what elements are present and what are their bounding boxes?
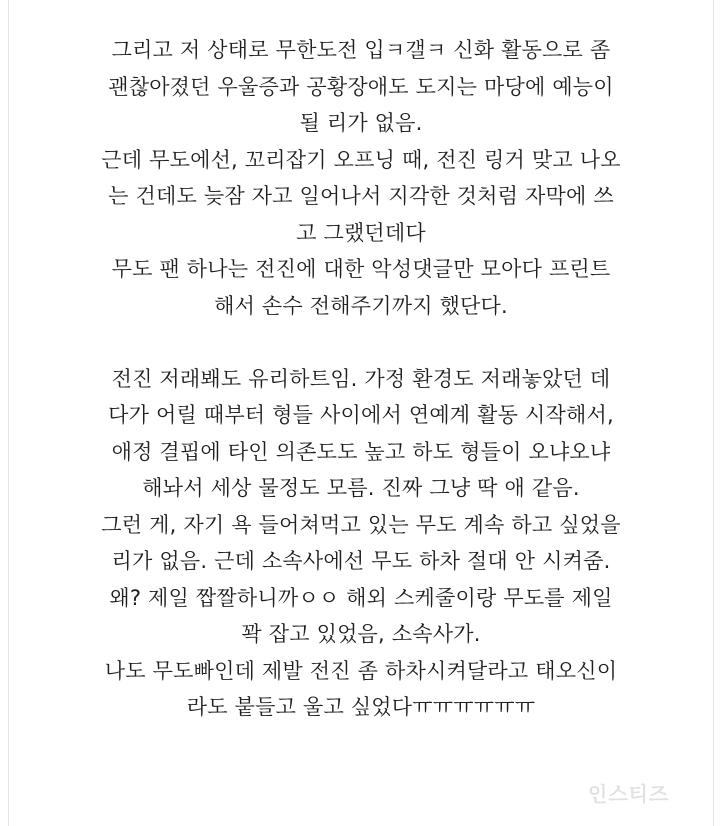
- post-line: 다가 어릴 때부터 형들 사이에서 연예계 활동 시작해서,: [108, 403, 614, 427]
- post-line: 괜찮아졌던 우울증과 공황장애도 도지는 마당에 예능이: [108, 74, 614, 99]
- post-line: 꽉 잡고 있었음, 소속사가.: [241, 622, 481, 646]
- post-frame: [8, 0, 714, 826]
- post-line: 고 그랬던데다: [296, 220, 426, 245]
- post-line: 왜? 제일 짭짤하니까ㅇㅇ 해외 스케줄이랑 무도를 제일: [109, 585, 613, 610]
- post-line: 될 리가 없음.: [299, 111, 423, 135]
- post-line: 무도 팬 하나는 전진에 대한 악성댓글만 모아다 프린트: [111, 257, 611, 281]
- post-line: 근데 무도에선, 꼬리잡기 오프닝 때, 전진 링거 맞고 나오: [101, 147, 621, 172]
- post-line: 전진 저래봬도 유리하트임. 가정 환경도 저래놓았던 데: [111, 366, 611, 391]
- post-line: 애정 결핍에 타인 의존도도 높고 하도 형들이 오냐오냐: [111, 439, 611, 464]
- post-line: 는 건데도 늦잠 자고 일어나서 지각한 것처럼 자막에 쓰: [108, 184, 614, 208]
- post-body: [9, 32, 713, 726]
- post-line: 라도 붙들고 울고 싶었다ㅠㅠㅠㅠㅠㅠ: [186, 695, 536, 719]
- paragraph-break: [9, 324, 713, 361]
- post-line: 해서 손수 전해주기까지 했단다.: [214, 293, 508, 318]
- post-line: 리가 없음. 근데 소속사에선 무도 하차 절대 안 시켜줌.: [111, 549, 611, 573]
- site-watermark: 인스티즈: [588, 782, 670, 806]
- post-line: 그리고 저 상태로 무한도전 입ㅋ갤ㅋ 신화 활동으로 좀: [111, 38, 611, 62]
- post-line: 해놔서 세상 물정도 모름. 진짜 그냥 딱 애 같음.: [142, 476, 580, 500]
- post-line: 그런 게, 자기 욕 들어쳐먹고 있는 무도 계속 하고 싶었을: [101, 512, 621, 537]
- post-line: 나도 무도빠인데 제발 전진 좀 하차시켜달라고 태오신이: [104, 658, 618, 683]
